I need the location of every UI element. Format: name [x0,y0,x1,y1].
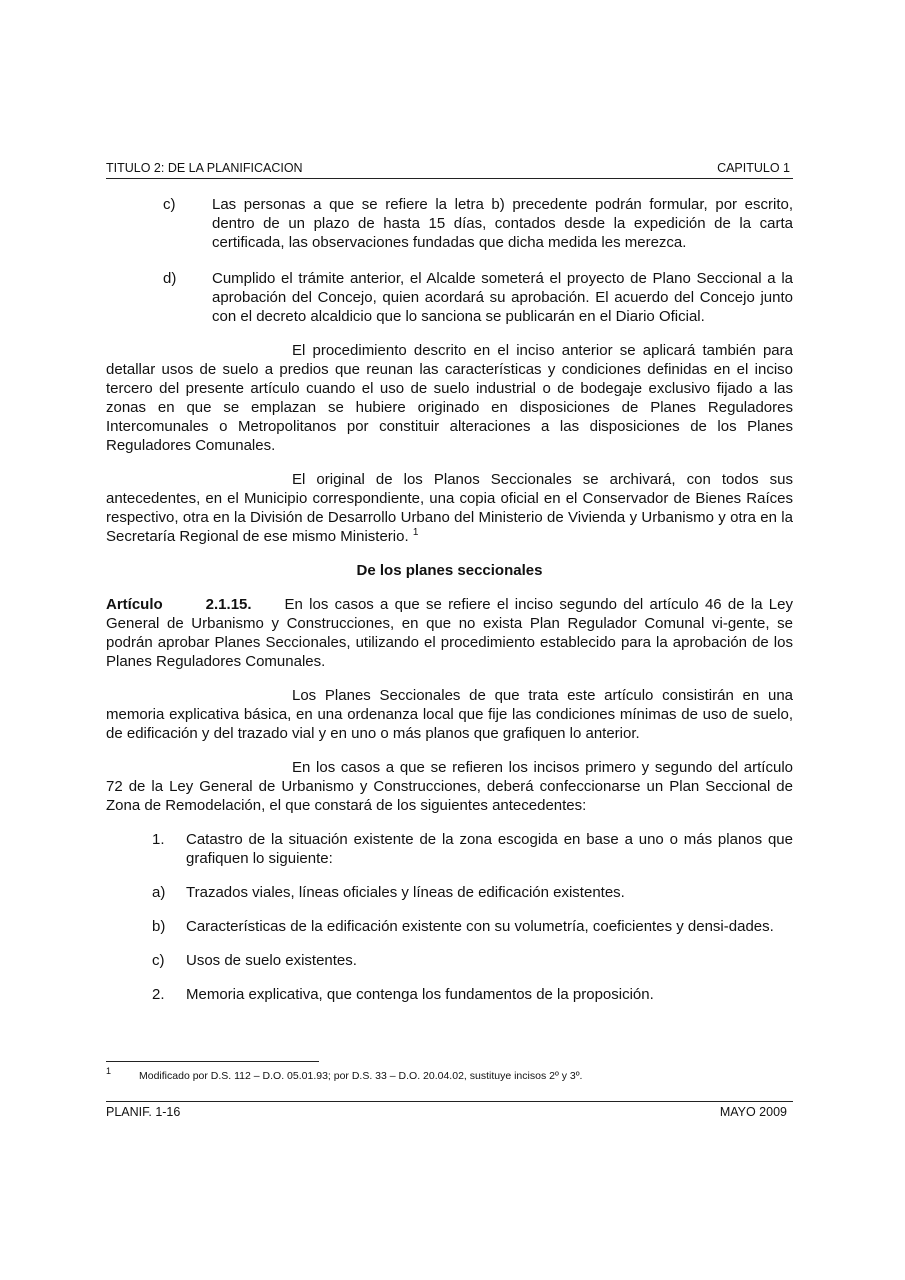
page-footer [106,1101,793,1120]
page-header [106,161,793,179]
list-item-label: d) [163,270,177,287]
paragraph: El procedimiento descrito en el inciso anterior se aplicará también para detallar usos de suelo a predios que reunan las características y condiciones definidas en el inciso tercero del presente artículo cuando el uso de suelo industrial o de bodegaje exclusivo fijado a las zonas en que se emplazan se hubiere originado en disposiciones de Planes Reguladores Intercomunales o Metropolitanos por constituir alteraciones a las disposiciones de los Planes Reguladores Comunales. [106,342,793,454]
list-item [106,917,793,936]
footer-date: MAYO 2009 [719,1105,787,1119]
document-page [106,0,793,1280]
list-item [106,951,793,970]
footnote-divider [106,1061,319,1062]
footnote-number: 1 [106,1066,112,1076]
list-item-label: b) [152,918,166,935]
list-item [106,195,793,252]
footnote-reference: 1 [412,527,419,538]
footer-page-ref: PLANIF. 1-16 [106,1105,181,1119]
paragraph [106,470,793,546]
list-item [106,269,793,326]
list-item-text: Las personas a que se refiere la letra b) precedente podrán formular, por escrito, dentro de un plazo de hasta 15 días, contados desde la expedición de la carta certificada, las observaciones fundadas que dicha medida les merezca. [212,196,793,251]
list-item-text: Características de la edificación existente con su volumetría, coeficientes y densi-dades. [186,918,774,935]
article-word: Artículo [106,596,163,613]
paragraph: En los casos a que se refieren los incisos primero y segundo del artículo 72 de la Ley General de Urbanismo y Construcciones, deberá confeccionarse un Plan Seccional de Zona de Remodelación, el que constará de los siguientes antecedentes: [106,759,793,814]
list-item-label: c) [163,196,176,213]
list-item [106,985,793,1004]
list-item [106,830,793,868]
article-text: En los casos a que se refiere el inciso segundo del artículo 46 de la Ley General de Urbanismo y Construcciones, en que no exista Plan Regulador Comunal vi-gente, se podrán aprobar Planes Seccionales, utilizando el procedimiento establecido para la aprobación de los Planes Reguladores Comunales. [106,596,793,670]
footnote-text: Modificado por D.S. 112 – D.O. 05.01.93; por D.S. 33 – D.O. 20.04.02, sustituye incisos 2º y 3º. [139,1070,583,1082]
article-paragraph [106,595,793,671]
list-item-label: 1. [152,831,165,848]
paragraph-text: El original de los Planos Seccionales se archivará, con todos sus antecedentes, en el Municipio correspondiente, una copia oficial en el Conservador de Bienes Raíces respectivo, otra en la División de Desarrollo Urbano del Ministerio de Vivienda y Urbanismo y otra en la Secretaría Regional de ese mismo Ministerio. [106,471,793,545]
header-chapter: CAPITULO 1 [717,161,790,175]
list-item-text: Cumplido el trámite anterior, el Alcalde someterá el proyecto de Plano Seccional a la aprobación del Concejo, quien acordará su aprobación. El acuerdo del Concejo junto con el decreto alcaldicio que lo sanciona se publicarán en el Diario Oficial. [212,270,793,325]
list-item-text: Usos de suelo existentes. [186,952,357,969]
list-item-label: 2. [152,986,165,1003]
section-heading: De los planes seccionales [356,562,543,579]
list-item-text: Memoria explicativa, que contenga los fundamentos de la proposición. [186,986,654,1003]
list-item-text: Trazados viales, líneas oficiales y líneas de edificación existentes. [186,884,625,901]
paragraph: Los Planes Seccionales de que trata este artículo consistirán en una memoria explicativa básica, en una ordenanza local que fije las condiciones mínimas de uso de suelo, de edificación y del trazado vial y en uno o más planos que grafiquen lo anterior. [106,687,793,742]
list-item-text: Catastro de la situación existente de la zona escogida en base a uno o más planos que grafiquen lo siguiente: [186,831,793,867]
list-item-label: c) [152,952,165,969]
article-number: 2.1.15. [205,596,252,613]
page-body [106,195,793,1004]
header-title: TITULO 2: DE LA PLANIFICACION [106,161,303,175]
list-item [106,883,793,902]
list-item-label: a) [152,884,166,901]
